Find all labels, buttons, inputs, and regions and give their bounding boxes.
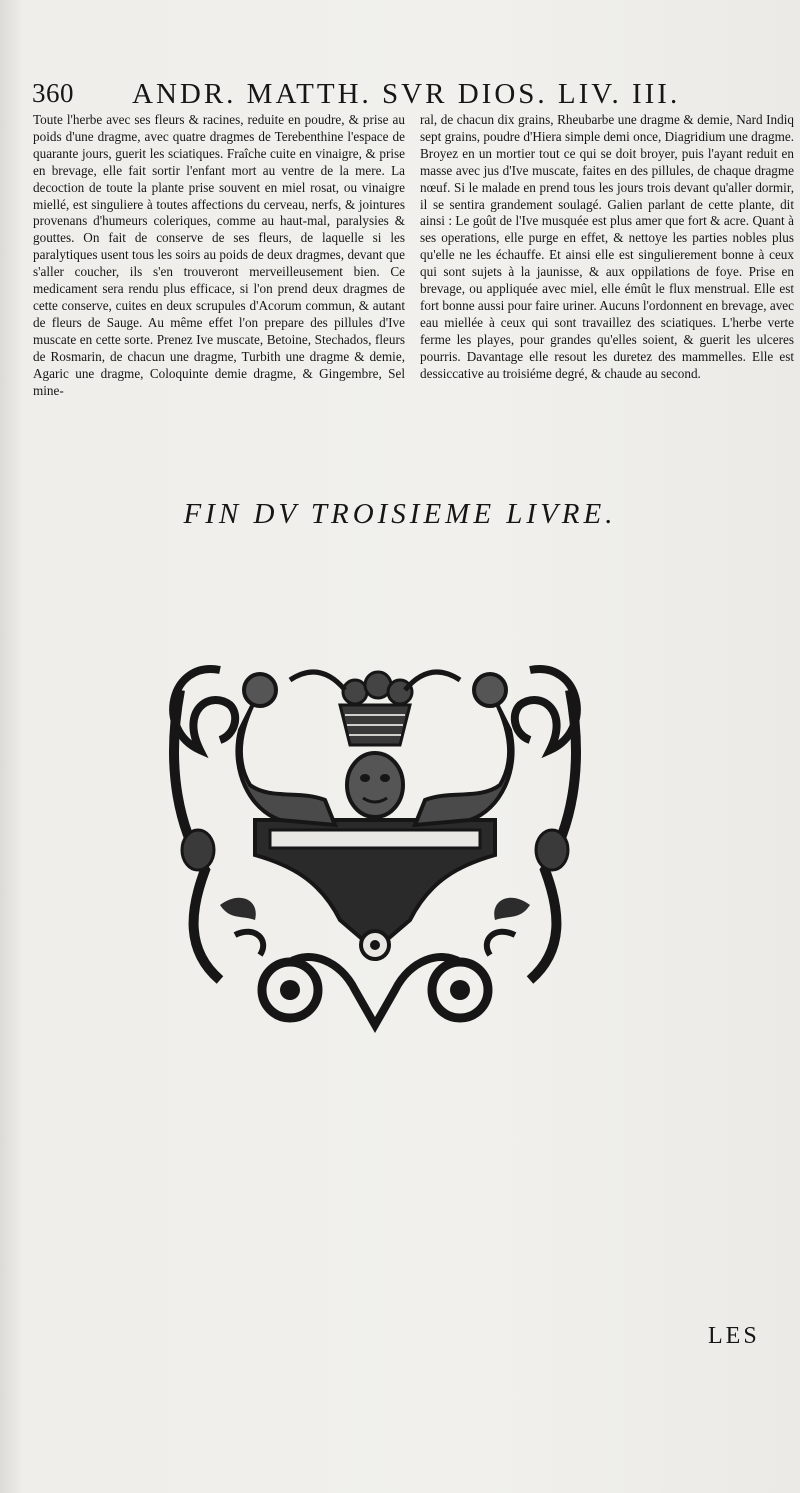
running-title: ANDR. MATTH. SVR DIOS. LIV. III. — [132, 78, 681, 110]
catchword: LES — [708, 1323, 760, 1349]
paragraph-left: Toute l'herbe avec ses fleurs & racines, reduite en poudre, & prise au poids d'une dragme, avec quatre dragmes de Terebenthine l'espace de quarante jours, guerit les sciatiques. Fraîche cuite en vinaigre, & prise en brevage, elle fait sortir l'enfant mort au ventre de la mere. La decoction de toute la plante prise souvent en miel rosat, ou vinaigre miellé, est singuliere à toutes affections du cerveau, nerfs, & jointures provenans d'humeurs coleriques, comme au haut-mal, paralysies & gouttes. On fait de conserve de ses fleurs, de laquelle si les paralytiques usent tous les soirs au poids de deux dragmes, devant que s'aller coucher, ils s'en trouveront merveilleusement bien. Ce medicament sera rendu plus efficace, si l'on prend deux dragmes de cette conserve, cuites en deux scrupules d'Acorum commun, & autant de fleurs de Sauge. Au même effet l'on prepare des pillules d'Ive muscate en cette sorte. Prenez Ive muscate, Betoine, Stechados, fleurs de Rosmarin, de chacun une dragme, Turbith une dragme & demie, Agaric une dragme, Coloquinte demie dragme, & Gingembre, Sel mine- — [33, 112, 405, 398]
text-column-right — [420, 112, 794, 383]
page-header — [32, 78, 722, 112]
woodcut-tailpiece-icon — [160, 650, 590, 1035]
page-number: 360 — [32, 78, 74, 108]
text-column-left — [33, 112, 405, 399]
book-end-title: FIN DV TROISIEME LIVRE. — [183, 498, 617, 530]
paragraph-right: ral, de chacun dix grains, Rheubarbe une dragme & demie, Nard Indiq sept grains, poudre d'Hiera simple demi once, Diagridium une dragme. Broyez en un mortier tout ce qui se doit broyer, puis l'ayant reduit en masse avec jus d'Ive muscate, faites en des pillules, de chaque dragme nœuf. Si le malade en prend tous les jours trois devant qu'aller dormir, il se sentira grandement soulagé. Galien parlant de cette plante, dit ainsi : Le goût de l'Ive musquée est plus amer que fort & acre. Quant à ses operations, elle purge en effet, & nettoye les parties nobles plus qu'elle ne les échauffe. Et ainsi elle est singulierement bonne à ceux qui sont sujets à la jaunisse, & aux oppilations de foye. Prise en brevage, ou appliquée avec miel, elle émût le flux menstrual. Elle est fort bonne aussi pour faire uriner. Aucuns l'ordonnent en brevage, avec eau miellée à ceux qui sont travaillez des sciatiques. L'herbe verte ferme les playes, pour grandes qu'elles soient, & guerit les ulceres pourris. Davantage elle resout les duretez des mammelles. Elle est dessiccative au troisiéme degré, & chaude au second. — [420, 112, 794, 381]
